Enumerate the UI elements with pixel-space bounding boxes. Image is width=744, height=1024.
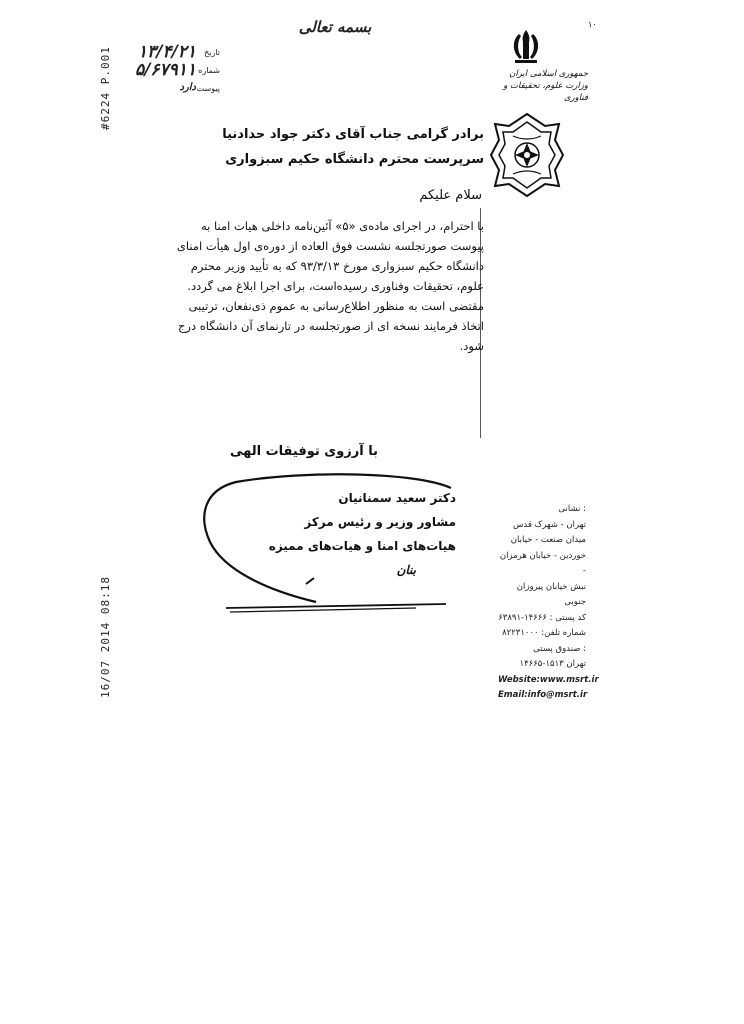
addressee-line-1: برادر گرامی جناب آقای دکتر جواد حدادنیا	[222, 127, 484, 142]
number-label: شماره	[198, 66, 220, 75]
ornament-icon	[489, 112, 565, 198]
contact-block	[498, 502, 599, 704]
corner-marks: ۱۰	[588, 20, 597, 29]
contact-website: Website:www.msrt.ir	[498, 674, 599, 685]
contact-address-2: میدان صنعت - خیابان	[510, 535, 586, 545]
date-label: تاریخ	[204, 48, 220, 57]
attachment-label: پیوست	[196, 84, 220, 93]
attachment-row	[112, 78, 220, 96]
date-value: ۱۳/۴/۲۱	[137, 42, 196, 62]
fax-page-id: #6224 P.001	[99, 46, 112, 130]
contact-email: Email:info@msrt.ir	[498, 690, 588, 700]
signatory-name: دکتر سعید سمنانیان	[338, 491, 456, 505]
ministry-name	[478, 68, 588, 104]
contact-pobox-label: صندوق پستی :	[533, 643, 586, 654]
letter-body	[174, 216, 484, 356]
contact-phone: شماره تلفن: ۸۲۲۳۱۰۰۰	[502, 628, 586, 638]
number-value: ۵/۶۷۹۱۱	[135, 60, 196, 80]
contact-label: نشانی :	[558, 504, 586, 514]
signatory-initial: بنان	[396, 563, 416, 577]
ministry-line-2: وزارت علوم، تحقیقات و فناوری	[503, 81, 588, 103]
signatory-title-2: هیات‌های امنا و هیات‌های ممیزه	[268, 539, 456, 553]
contact-address-3: خوردین - خیابان هرمزان -	[499, 550, 586, 576]
basmala-heading: بسمه تعالی	[298, 18, 372, 36]
signatory-block	[256, 486, 456, 582]
greeting: سلام علیکم	[419, 188, 482, 203]
body-paragraph-2: مقتضی است به منظور اطلاع‌رسانی به عموم ذی‌نفعان، ترتیبی اتخاذ فرمایند نسخه ای از صورتجلسه در تارنمای آن دانشگاه درج شود.	[177, 299, 484, 353]
contact-address-4: نبش خیابان پیروزان جنوبی	[516, 581, 586, 607]
contact-address-1: تهران - شهرک قدس	[513, 519, 586, 530]
signatory-title-1: مشاور وزیر و رئیس مرکز	[304, 515, 456, 529]
addressee-line-2: سرپرست محترم دانشگاه حکیم سبزواری	[225, 152, 484, 167]
contact-postal: کد پستی : ۱۴۶۶۶-۶۳۸۹۱	[498, 612, 586, 623]
letter-meta	[112, 42, 220, 96]
iran-emblem-icon	[506, 26, 546, 66]
attachment-value: دارد	[179, 82, 196, 93]
body-paragraph-1: با احترام، در اجرای ماده‌ی «۵» آئین‌نامه داخلی هیات امنا به پیوست صورتجلسه نشست فوق العاده از دوره‌ی اول هیأت امنای دانشگاه حکیم سبزواری مورخ ۹۳/۳/۱۳ که به تأیید وزیر محترم علوم، تحقیقات وفناوری رسیده‌است، برای اجرا ابلاغ می گردد.	[176, 219, 484, 293]
date-row	[112, 42, 220, 60]
ministry-line-1: جمهوری اسلامی ایران	[509, 69, 588, 79]
number-row	[112, 60, 220, 78]
addressee-block	[184, 122, 484, 172]
contact-pobox: تهران ۱۵۱۳-۱۴۶۶۵	[519, 659, 586, 669]
fax-timestamp: 16/07 2014 08:18	[99, 576, 112, 698]
closing-line: با آرزوی توفیقات الهی	[230, 444, 378, 459]
